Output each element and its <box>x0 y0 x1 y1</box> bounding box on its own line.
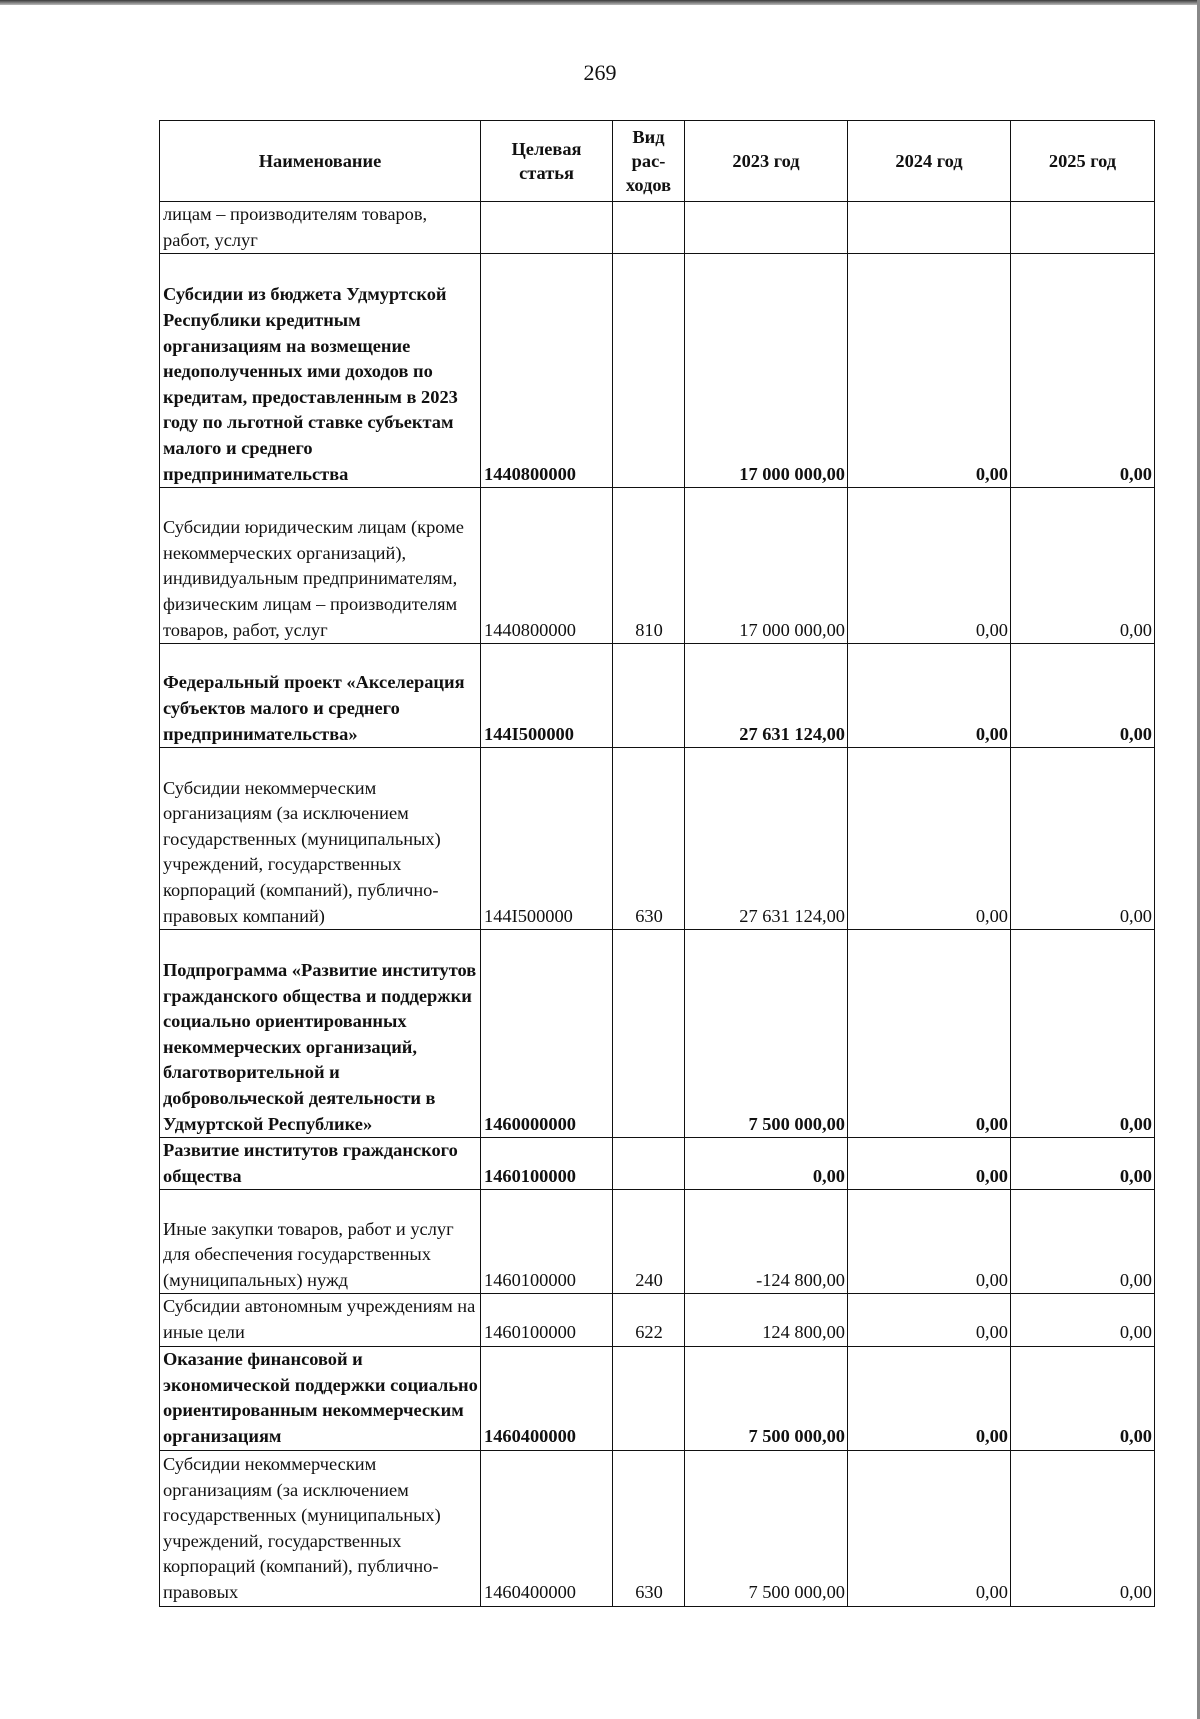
cell-2024: 0,00 <box>848 748 1011 930</box>
header-row <box>160 121 1155 202</box>
cell-name: лицам – производителям товаров, работ, услуг <box>160 202 481 254</box>
cell-target: 1460100000 <box>481 1138 613 1190</box>
table-row <box>160 488 1155 644</box>
cell-2024: 0,00 <box>848 1450 1011 1606</box>
cell-2025 <box>1011 202 1155 254</box>
cell-name: Подпрограмма «Развитие институтов гражданского общества и поддержки социально ориентированных некоммерческих организаций, благотворительной и добровольческой деятельности в Удмуртской Республике» <box>160 930 481 1138</box>
cell-2023: 7 500 000,00 <box>685 1346 848 1450</box>
cell-target: 1460400000 <box>481 1346 613 1450</box>
cell-target: 1460100000 <box>481 1190 613 1294</box>
cell-kind <box>613 1346 685 1450</box>
table-row <box>160 748 1155 930</box>
cell-2024: 0,00 <box>848 1346 1011 1450</box>
cell-2023: 124 800,00 <box>685 1294 848 1346</box>
cell-name: Федеральный проект «Акселерация субъектов малого и среднего предпринимательства» <box>160 644 481 748</box>
cell-target: 1460100000 <box>481 1294 613 1346</box>
cell-2025: 0,00 <box>1011 930 1155 1138</box>
cell-2024: 0,00 <box>848 1294 1011 1346</box>
header-name: Наименование <box>160 121 481 202</box>
cell-2023: -124 800,00 <box>685 1190 848 1294</box>
cell-2025: 0,00 <box>1011 748 1155 930</box>
cell-target <box>481 202 613 254</box>
cell-2025: 0,00 <box>1011 488 1155 644</box>
cell-name: Развитие институтов гражданского общества <box>160 1138 481 1190</box>
cell-2023: 0,00 <box>685 1138 848 1190</box>
cell-2024: 0,00 <box>848 1190 1011 1294</box>
cell-kind <box>613 254 685 488</box>
cell-name: Субсидии некоммерческим организациям (за исключением государственных (муниципальных) учреждений, государственных корпораций (компаний), публично-правовых компаний) <box>160 748 481 930</box>
cell-name: Субсидии юридическим лицам (кроме некоммерческих организаций), индивидуальным предпринимателям, физическим лицам – производителям товаров, работ, услуг <box>160 488 481 644</box>
cell-kind: 630 <box>613 748 685 930</box>
cell-kind: 622 <box>613 1294 685 1346</box>
cell-kind <box>613 1138 685 1190</box>
table-row <box>160 1450 1155 1606</box>
cell-2025: 0,00 <box>1011 1138 1155 1190</box>
cell-name: Субсидии автономным учреждениям на иные цели <box>160 1294 481 1346</box>
cell-2023: 17 000 000,00 <box>685 488 848 644</box>
cell-kind: 810 <box>613 488 685 644</box>
table-row <box>160 1190 1155 1294</box>
cell-2025: 0,00 <box>1011 1450 1155 1606</box>
cell-kind <box>613 930 685 1138</box>
cell-2023: 27 631 124,00 <box>685 644 848 748</box>
page-number: 269 <box>583 60 617 85</box>
header-2025: 2025 год <box>1011 121 1155 202</box>
table-row <box>160 202 1155 254</box>
cell-target: 1460400000 <box>481 1450 613 1606</box>
cell-2023: 7 500 000,00 <box>685 1450 848 1606</box>
cell-name: Иные закупки товаров, работ и услуг для обеспечения государственных (муниципальных) нужд <box>160 1190 481 1294</box>
table-row <box>160 1294 1155 1346</box>
cell-2025: 0,00 <box>1011 1294 1155 1346</box>
budget-table <box>159 120 1155 1607</box>
table-header <box>160 121 1155 202</box>
cell-2025: 0,00 <box>1011 1346 1155 1450</box>
cell-2024: 0,00 <box>848 1138 1011 1190</box>
cell-kind: 630 <box>613 1450 685 1606</box>
cell-2023: 27 631 124,00 <box>685 748 848 930</box>
cell-2024: 0,00 <box>848 644 1011 748</box>
cell-2025: 0,00 <box>1011 644 1155 748</box>
header-target-article: Целевая статья <box>481 121 613 202</box>
cell-target: 1440800000 <box>481 488 613 644</box>
header-2023: 2023 год <box>685 121 848 202</box>
cell-name: Оказание финансовой и экономической поддержки социально ориентированным некоммерческим организациям <box>160 1346 481 1450</box>
cell-2023 <box>685 202 848 254</box>
cell-2024: 0,00 <box>848 488 1011 644</box>
table-row <box>160 254 1155 488</box>
cell-name: Субсидии некоммерческим организациям (за исключением государственных (муниципальных) учреждений, государственных корпораций (компаний), публично-правовых <box>160 1450 481 1606</box>
cell-2023: 7 500 000,00 <box>685 930 848 1138</box>
cell-kind: 240 <box>613 1190 685 1294</box>
cell-2023: 17 000 000,00 <box>685 254 848 488</box>
cell-kind <box>613 644 685 748</box>
cell-2024: 0,00 <box>848 254 1011 488</box>
table-row <box>160 644 1155 748</box>
cell-2024 <box>848 202 1011 254</box>
table-row <box>160 1346 1155 1450</box>
cell-target: 144I500000 <box>481 644 613 748</box>
table-body <box>160 202 1155 1607</box>
cell-target: 1460000000 <box>481 930 613 1138</box>
cell-target: 1440800000 <box>481 254 613 488</box>
cell-target: 144I500000 <box>481 748 613 930</box>
scan-top-edge <box>0 0 1200 5</box>
header-2024: 2024 год <box>848 121 1011 202</box>
cell-kind <box>613 202 685 254</box>
cell-name: Субсидии из бюджета Удмуртской Республики кредитным организациям на возмещение недополученных ими доходов по кредитам, предоставленным в 2023 году по льготной ставке субъектам малого и среднего предпринимательства <box>160 254 481 488</box>
cell-2024: 0,00 <box>848 930 1011 1138</box>
header-expense-kind: Вид рас-ходов <box>613 121 685 202</box>
table-row <box>160 930 1155 1138</box>
table-row <box>160 1138 1155 1190</box>
cell-2025: 0,00 <box>1011 254 1155 488</box>
cell-2025: 0,00 <box>1011 1190 1155 1294</box>
